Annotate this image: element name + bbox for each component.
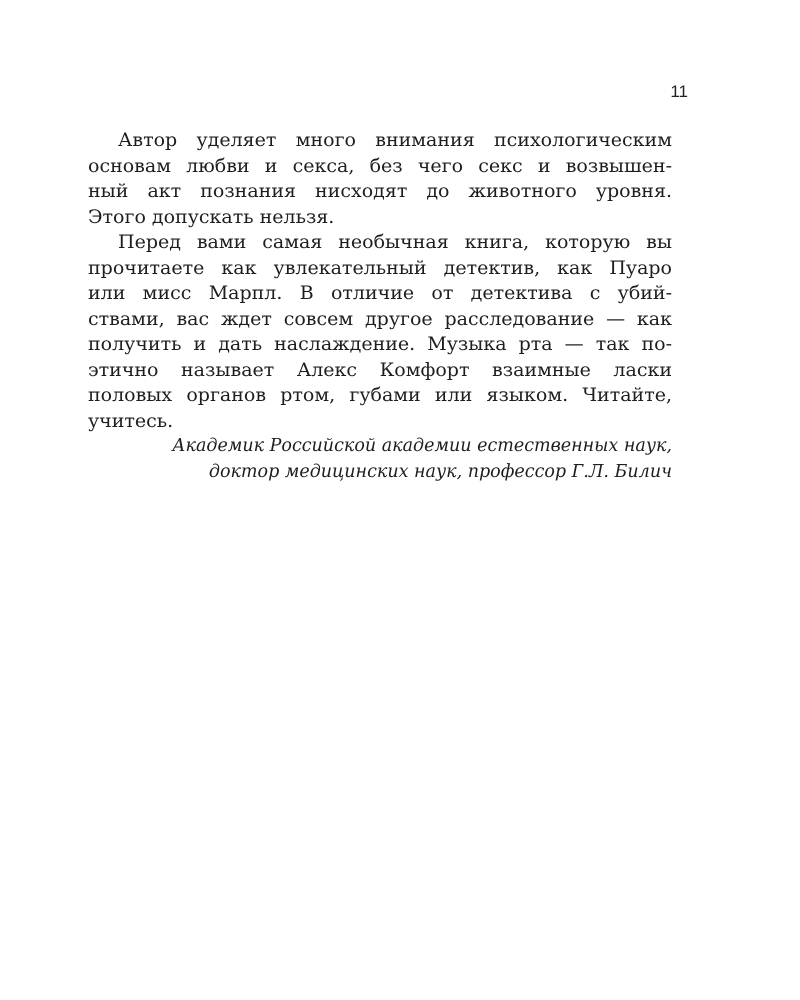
- page-text: [88, 128, 672, 485]
- text-line: Этого допускать нельзя.: [88, 205, 335, 228]
- paragraph-2: [88, 230, 672, 434]
- paragraph-1: [88, 128, 672, 230]
- text-line: половых органов ртом, губами или языком. Читайте,: [88, 384, 672, 406]
- text-line: основам любви и секса, без чего секс и возвышен-: [88, 154, 672, 177]
- text-line: Автор уделяет много внимания психологическим: [118, 129, 672, 151]
- text-line: ный акт познания нисходят до животного уровня.: [88, 180, 672, 202]
- text-line: Перед вами самая необычная книга, которую вы: [118, 231, 672, 253]
- text-line: этично называет Алекс Комфорт взаимные ласки: [88, 358, 672, 381]
- text-line: или мисс Марпл. В отличие от детектива с убий-: [88, 282, 672, 304]
- text-line: учитесь.: [88, 409, 174, 432]
- signature-line: Академик Российской академии естественных наук,: [172, 436, 672, 456]
- text-line: прочитаете как увлекательный детектив, как Пуаро: [88, 256, 672, 279]
- page-number: 11: [670, 82, 688, 101]
- signature: [88, 434, 672, 485]
- text-line: ствами, вас ждет совсем другое расследование — как: [88, 307, 672, 330]
- text-line: получить и дать наслаждение. Музыка рта — так по-: [88, 333, 672, 355]
- signature-line: доктор медицинских наук, профессор Г.Л. Билич: [208, 461, 672, 482]
